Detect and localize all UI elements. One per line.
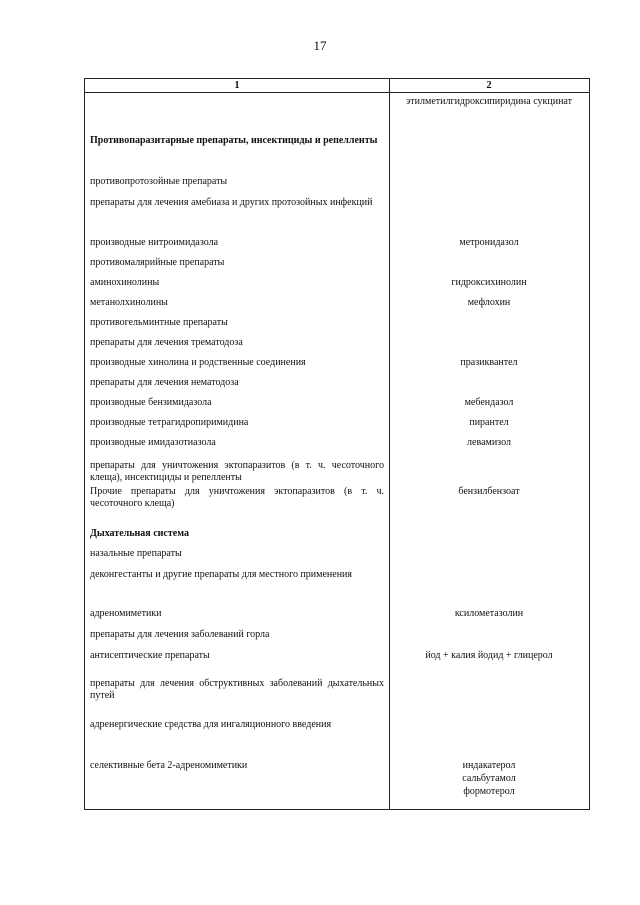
drug-name: ксилометазолин	[454, 608, 524, 619]
classification-entry: препараты для лечения обструктивных заболеваний дыхательных путей	[90, 678, 384, 701]
drug-name: левамизол	[467, 437, 511, 448]
classification-entry: Прочие препараты для уничтожения эктопаразитов (в т. ч. чесоточного клеща)	[90, 486, 384, 509]
drug-name: сальбутамол	[462, 773, 516, 784]
drug-name: этилметилгидроксипиридина сукцинат	[406, 96, 572, 107]
classification-entry: селективные бета 2-адреномиметики	[90, 760, 248, 771]
classification-entry: деконгестанты и другие препараты для местного применения	[90, 569, 353, 580]
drug-name: мебендазол	[464, 397, 514, 408]
header-col-2: 2	[486, 80, 492, 91]
classification-entry: производные хинолина и родственные соединения	[90, 357, 306, 368]
section-heading: Дыхательная система	[90, 528, 189, 539]
classification-entry: производные бензимидазола	[90, 397, 212, 408]
header-divider	[85, 92, 589, 93]
classification-entry: противомалярийные препараты	[90, 257, 225, 268]
drug-name: празиквантел	[460, 357, 518, 368]
classification-entry: производные имидазотиазола	[90, 437, 216, 448]
classification-entry: производные тетрагидропиримидина	[90, 417, 249, 428]
page-number: 17	[313, 38, 327, 53]
section-heading: Противопаразитарные препараты, инсектициды и репелленты	[90, 135, 378, 146]
drug-name: метронидазол	[459, 237, 519, 248]
classification-entry: адреномиметики	[90, 608, 162, 619]
classification-entry: препараты для лечения амебиаза и других протозойных инфекций	[90, 197, 373, 208]
classification-entry: препараты для лечения нематодоза	[90, 377, 239, 388]
drug-table	[84, 78, 590, 810]
classification-entry: метанолхинолины	[90, 297, 168, 308]
drug-name: формотерол	[463, 786, 515, 797]
classification-entry: адренергические средства для ингаляционного введения	[90, 719, 332, 730]
drug-name: гидроксихинолин	[451, 277, 527, 288]
header-col-1: 1	[234, 80, 240, 91]
classification-entry: препараты для уничтожения эктопаразитов (в т. ч. чесоточного клеща), инсектициды и репелленты	[90, 460, 384, 483]
drug-name: мефлохин	[467, 297, 511, 308]
classification-entry: противопротозойные препараты	[90, 176, 228, 187]
classification-entry: назальные препараты	[90, 548, 182, 559]
classification-entry: противогельминтные препараты	[90, 317, 228, 328]
classification-entry: производные нитроимидазола	[90, 237, 219, 248]
classification-entry: препараты для лечения заболеваний горла	[90, 629, 270, 640]
drug-name: йод + калия йодид + глицерол	[425, 650, 553, 661]
drug-name: бензилбензоат	[458, 486, 520, 497]
classification-entry: антисептические препараты	[90, 650, 210, 661]
classification-entry: аминохинолины	[90, 277, 160, 288]
classification-entry: препараты для лечения трематодоза	[90, 337, 243, 348]
drug-name: пирантел	[469, 417, 509, 428]
drug-name: индакатерол	[462, 760, 516, 771]
